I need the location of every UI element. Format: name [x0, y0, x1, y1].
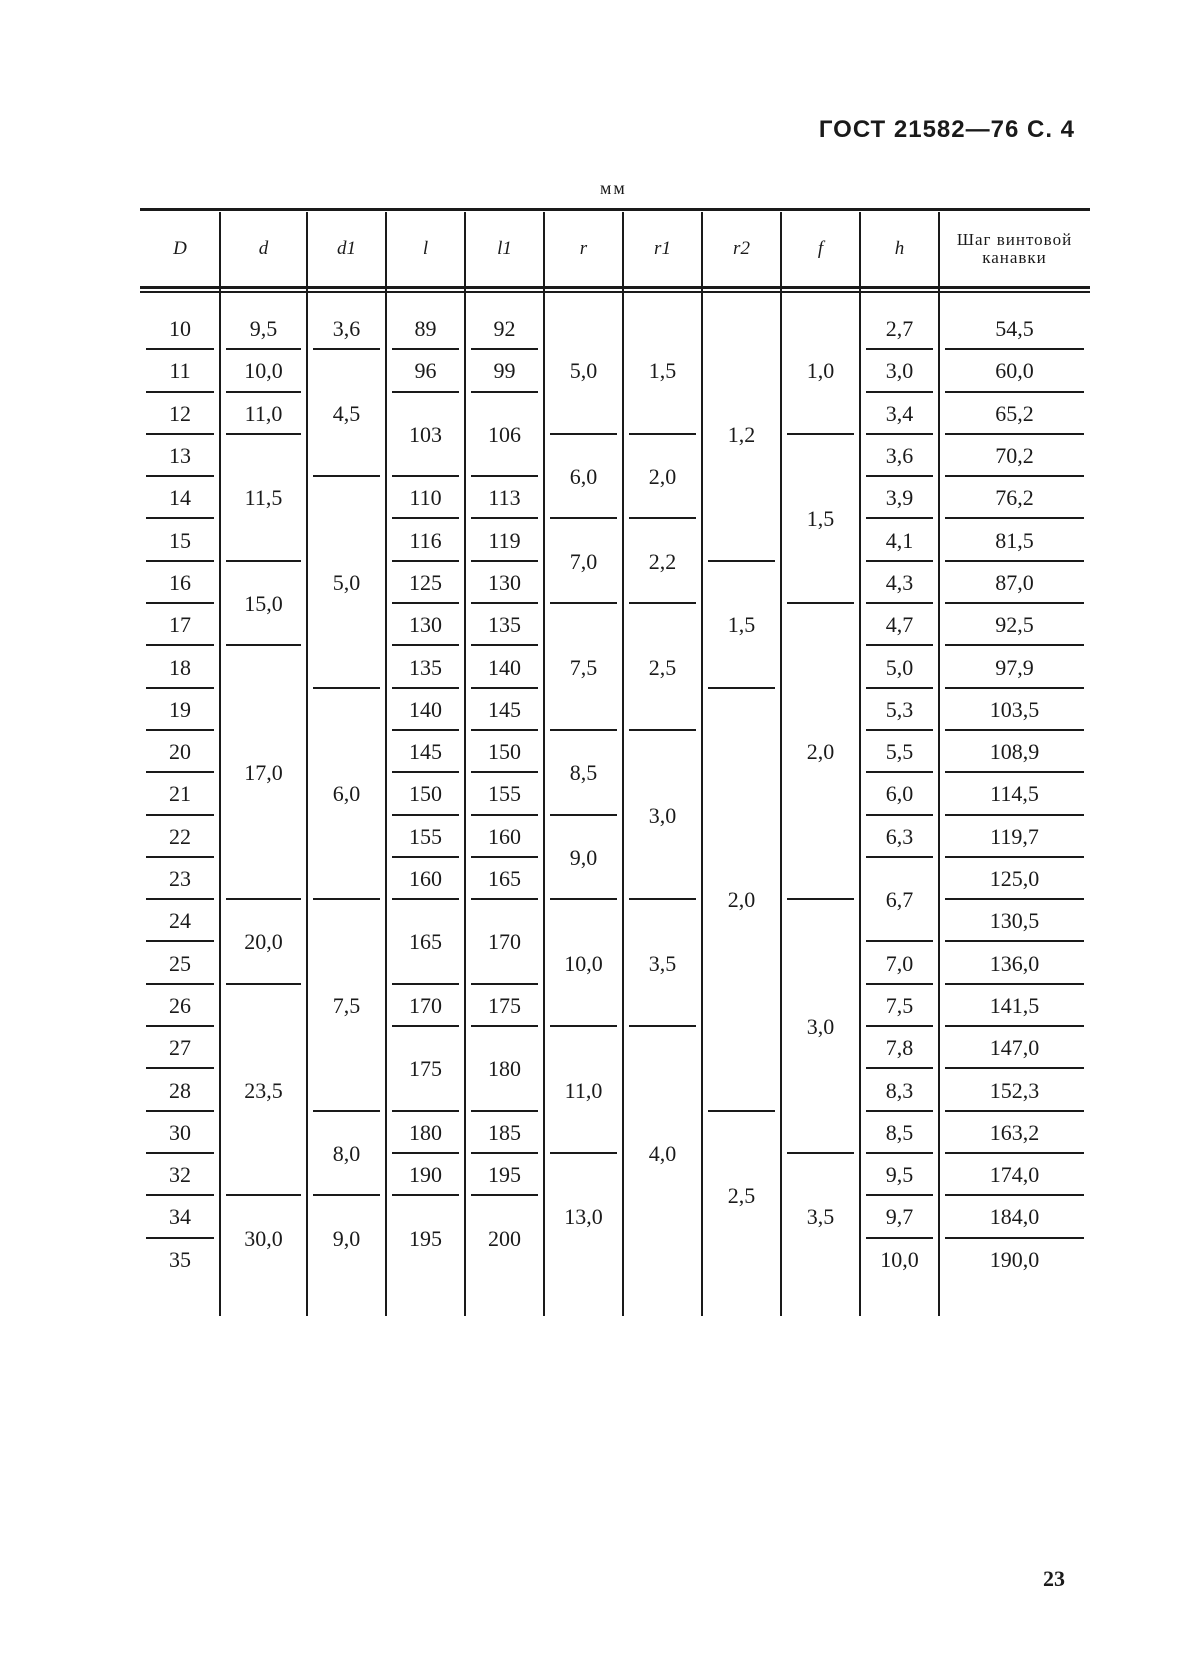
- table-cell: 18: [140, 646, 220, 688]
- table-cell: 22: [140, 816, 220, 858]
- table-top-rule: [140, 208, 1090, 211]
- table-cell: 10,0: [220, 350, 307, 392]
- table-cell: 2,0: [702, 689, 781, 1112]
- table-cell: 130: [465, 562, 544, 604]
- table-cell: 2,5: [623, 604, 702, 731]
- table-cell: 92: [465, 308, 544, 350]
- table-cell: 103: [386, 393, 465, 478]
- table-cell: 145: [465, 689, 544, 731]
- unit-label: мм: [600, 178, 627, 198]
- table-cell: 4,0: [648, 1140, 677, 1166]
- table-cell: 3,0: [623, 731, 702, 900]
- table-cell: 11,0: [544, 1027, 623, 1154]
- table-cell: 155: [465, 773, 544, 815]
- table-cell: 3,6: [307, 308, 386, 350]
- table-cell: 3,9: [860, 477, 939, 519]
- table-cell: 1,0: [781, 308, 860, 435]
- table-cell: 135: [386, 646, 465, 688]
- table-cell: 175: [465, 985, 544, 1027]
- table-cell: 9,5: [220, 308, 307, 350]
- table-cell: 155: [386, 816, 465, 858]
- table-cell: 4,3: [860, 562, 939, 604]
- table-cell: 6,3: [860, 816, 939, 858]
- table-cell: 140: [465, 646, 544, 688]
- table-cell: 175: [386, 1027, 465, 1112]
- table-cell: 130: [386, 604, 465, 646]
- table-cell: 11,0: [220, 393, 307, 435]
- table-cell: 170: [386, 985, 465, 1027]
- table-cell: 20,0: [220, 900, 307, 985]
- col-header-f: f: [817, 238, 824, 259]
- table-cell: 13: [140, 435, 220, 477]
- table-cell: 65,2: [939, 393, 1090, 435]
- table-cell: 184,0: [939, 1196, 1090, 1238]
- table-cell: 195: [465, 1154, 544, 1196]
- table-cell: 17: [140, 604, 220, 646]
- table-cell: 92,5: [939, 604, 1090, 646]
- table-cell: 135: [465, 604, 544, 646]
- table-cell: 130,5: [939, 900, 1090, 942]
- table-cell: 87,0: [939, 562, 1090, 604]
- table-cell: 2,0: [623, 435, 702, 520]
- table-cell: 1,2: [702, 308, 781, 562]
- col-header-d1: d1: [337, 238, 356, 259]
- table-cell: 2,5: [727, 1183, 756, 1209]
- table-cell: 9,0: [544, 816, 623, 901]
- table-cell: 160: [386, 858, 465, 900]
- table-cell: 116: [386, 520, 465, 562]
- table-cell: 125: [386, 562, 465, 604]
- table-cell: 12: [140, 393, 220, 435]
- document-header: ГОСТ 21582—76 С. 4: [818, 116, 1075, 143]
- table-cell: 165: [465, 858, 544, 900]
- table-cell: 3,0: [781, 900, 860, 1154]
- table-cell: 180: [386, 1112, 465, 1154]
- table-cell: 150: [386, 773, 465, 815]
- table-cell: 2,7: [860, 308, 939, 350]
- table-cell: 14: [140, 477, 220, 519]
- table-cell: 34: [140, 1196, 220, 1238]
- header-bottom-rule-2: [140, 291, 1090, 293]
- table-cell: 152,3: [939, 1069, 1090, 1111]
- table-cell: 27: [140, 1027, 220, 1069]
- table-cell: 106: [465, 393, 544, 478]
- table-cell: 30: [140, 1112, 220, 1154]
- table-cell: 19: [140, 689, 220, 731]
- table-cell: 70,2: [939, 435, 1090, 477]
- table-cell: 1,5: [623, 308, 702, 435]
- table-cell: 6,0: [544, 435, 623, 520]
- table-cell: 3,6: [860, 435, 939, 477]
- table-cell: 96: [386, 350, 465, 392]
- table-cell: 28: [140, 1069, 220, 1111]
- table-cell: 113: [465, 477, 544, 519]
- table-cell: 5,3: [860, 689, 939, 731]
- table-cell: 114,5: [939, 773, 1090, 815]
- col-header-d: d: [258, 238, 269, 259]
- table-cell: 10,0: [544, 900, 623, 1027]
- table-cell: 185: [465, 1112, 544, 1154]
- table-cell: 30,0: [244, 1225, 283, 1251]
- table-cell: 10,0: [880, 1246, 919, 1272]
- table-cell: 7,5: [544, 604, 623, 731]
- table-cell: 5,0: [544, 308, 623, 435]
- table-cell: 136,0: [939, 943, 1090, 985]
- table-cell: 8,5: [860, 1112, 939, 1154]
- table-cell: 180: [465, 1027, 544, 1112]
- table-cell: 150: [465, 731, 544, 773]
- table-cell: 103,5: [939, 689, 1090, 731]
- table-cell: 140: [386, 689, 465, 731]
- table-cell: 11: [140, 350, 220, 392]
- table-cell: 2,0: [781, 604, 860, 900]
- col-header-r1: r1: [654, 238, 671, 259]
- table-cell: 119: [465, 520, 544, 562]
- table-cell: 6,0: [860, 773, 939, 815]
- table-cell: 8,5: [544, 731, 623, 816]
- col-header-r: r: [579, 238, 588, 259]
- table-cell: 5,0: [860, 646, 939, 688]
- table-cell: 141,5: [939, 985, 1090, 1027]
- table-cell: 35: [169, 1246, 191, 1272]
- col-header-pitch: Шаг винтовой канавки: [956, 230, 1073, 267]
- table-cell: 10: [140, 308, 220, 350]
- table-cell: 99: [465, 350, 544, 392]
- table-cell: 9,0: [332, 1225, 361, 1251]
- table-cell: 23,5: [220, 985, 307, 1197]
- table-cell: 8,3: [860, 1069, 939, 1111]
- table-cell: 160: [465, 816, 544, 858]
- table-cell: 15: [140, 520, 220, 562]
- table-cell: 26: [140, 985, 220, 1027]
- table-cell: 7,8: [860, 1027, 939, 1069]
- table-cell: 8,0: [307, 1112, 386, 1197]
- table-cell: 11,5: [220, 435, 307, 562]
- table-cell: 1,5: [781, 435, 860, 604]
- table-cell: 3,4: [860, 393, 939, 435]
- table-cell: 3,5: [623, 900, 702, 1027]
- table-cell: 60,0: [939, 350, 1090, 392]
- table-cell: 125,0: [939, 858, 1090, 900]
- table-cell: 4,1: [860, 520, 939, 562]
- col-header-r2: r2: [733, 238, 750, 259]
- table-cell: 23: [140, 858, 220, 900]
- table-cell: 3,5: [806, 1204, 835, 1230]
- table-cell: 5,5: [860, 731, 939, 773]
- col-header-l: l: [422, 238, 429, 259]
- table-cell: 9,7: [860, 1196, 939, 1238]
- table-cell: 54,5: [939, 308, 1090, 350]
- table-cell: 147,0: [939, 1027, 1090, 1069]
- table-cell: 174,0: [939, 1154, 1090, 1196]
- table-cell: 6,7: [860, 858, 939, 943]
- table-cell: 76,2: [939, 477, 1090, 519]
- header-bottom-rule: [140, 286, 1090, 289]
- table-cell: 200: [488, 1225, 521, 1251]
- table-cell: 16: [140, 562, 220, 604]
- table-cell: 108,9: [939, 731, 1090, 773]
- table-cell: 4,5: [307, 350, 386, 477]
- table-cell: 1,5: [702, 562, 781, 689]
- table-cell: 7,5: [860, 985, 939, 1027]
- table-cell: 13,0: [564, 1204, 603, 1230]
- table-cell: 163,2: [939, 1112, 1090, 1154]
- col-header-l1: l1: [497, 238, 512, 259]
- table-cell: 20: [140, 731, 220, 773]
- table-cell: 7,0: [860, 943, 939, 985]
- table-cell: 190,0: [989, 1246, 1040, 1272]
- table-cell: 165: [386, 900, 465, 985]
- table-cell: 97,9: [939, 646, 1090, 688]
- table-cell: 3,0: [860, 350, 939, 392]
- table-cell: 25: [140, 943, 220, 985]
- table-cell: 110: [386, 477, 465, 519]
- table-cell: 7,5: [307, 900, 386, 1112]
- table-cell: 170: [465, 900, 544, 985]
- table-cell: 89: [386, 308, 465, 350]
- table-cell: 81,5: [939, 520, 1090, 562]
- col-header-h: h: [894, 238, 905, 259]
- table-cell: 5,0: [307, 477, 386, 689]
- table-cell: 195: [409, 1225, 442, 1251]
- table-cell: 7,0: [544, 520, 623, 605]
- table-cell: 4,7: [860, 604, 939, 646]
- table-cell: 2,2: [623, 520, 702, 605]
- table-cell: 119,7: [939, 816, 1090, 858]
- table-cell: 9,5: [860, 1154, 939, 1196]
- table-cell: 145: [386, 731, 465, 773]
- table-cell: 32: [140, 1154, 220, 1196]
- table-cell: 190: [386, 1154, 465, 1196]
- table-cell: 21: [140, 773, 220, 815]
- page-number: 23: [1043, 1566, 1065, 1591]
- table-cell: 6,0: [307, 689, 386, 901]
- table-cell: 17,0: [220, 646, 307, 900]
- table-cell: 24: [140, 900, 220, 942]
- col-header-D: D: [173, 238, 187, 259]
- table-cell: 15,0: [220, 562, 307, 647]
